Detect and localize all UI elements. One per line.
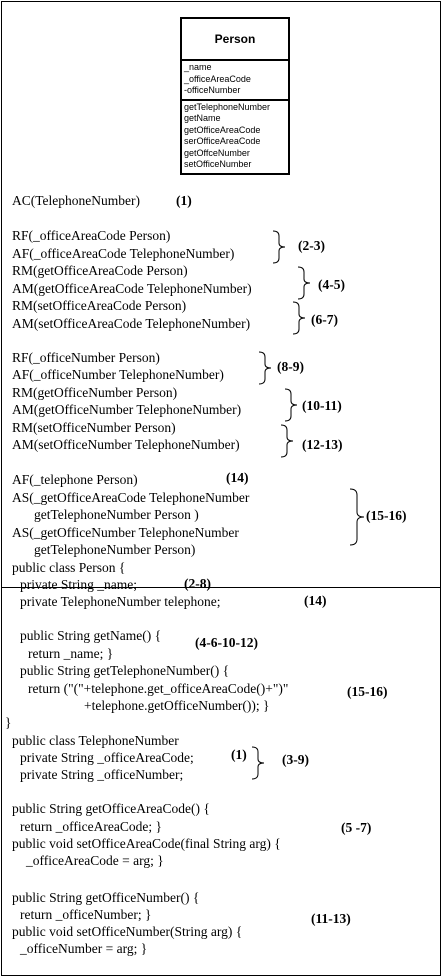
code-tag: (3-9)	[282, 752, 309, 767]
refactoring-line: RM(setOfficeAreaCode Person)	[12, 298, 187, 313]
refactoring-line: RM(getOfficeNumber Person)	[12, 385, 178, 400]
code-line: return ("("+telephone.get_officeAreaCode()+")"	[28, 681, 289, 696]
code-line: public void setOfficeNumber(String arg) {	[12, 924, 243, 939]
uml-method: serOfficeAreaCode	[184, 136, 261, 146]
refactoring-line: AM(getOfficeAreaCode TelephoneNumber)	[12, 281, 252, 296]
refactoring-line: getTelephoneNumber Person)	[34, 542, 196, 557]
uml-method: getOffceNumber	[184, 147, 250, 158]
refactoring-line: RM(getOfficeAreaCode Person)	[12, 263, 188, 278]
uml-method: setOfficeNumber	[184, 159, 252, 169]
brace-icon	[251, 746, 265, 780]
refactoring-line: AF(_officeNumber TelephoneNumber)	[12, 367, 224, 382]
brace-icon	[292, 301, 306, 335]
uml-class-name: Person	[182, 19, 288, 61]
code-line: public class Person {	[12, 560, 126, 575]
code-tag: (15-16)	[347, 684, 388, 699]
refactoring-line: RF(_officeNumber Person)	[12, 350, 160, 365]
refactoring-line: AM(getOfficeNumber TelephoneNumber)	[12, 402, 242, 417]
refactoring-tag: (2-3)	[298, 238, 325, 253]
refactoring-tag: (15-16)	[366, 508, 407, 523]
refactoring-tag: (10-11)	[302, 398, 342, 413]
code-line: _officeNumber = arg; }	[20, 941, 148, 956]
uml-method: getName	[184, 113, 221, 123]
code-line: private TelephoneNumber telephone;	[20, 594, 221, 609]
refactoring-line: AF(_telephone Person)	[12, 472, 138, 487]
refactoring-line: AS(_getOfficeNumber TelephoneNumber	[12, 525, 239, 540]
code-tag: (1)	[231, 747, 247, 762]
refactoring-line: RM(setOfficeNumber Person)	[12, 420, 176, 435]
refactoring-line: RF(_officeAreaCode Person)	[12, 228, 171, 243]
uml-method: getOfficeAreaCode	[184, 124, 261, 135]
code-line: _officeAreaCode = arg; }	[26, 853, 164, 868]
code-line: public String getOfficeNumber() {	[12, 890, 200, 905]
refactoring-line: getTelephoneNumber Person )	[34, 507, 199, 522]
brace-icon	[297, 266, 311, 300]
refactoring-tag: (6-7)	[311, 312, 338, 327]
refactoring-line: AF(_officeAreaCode TelephoneNumber)	[12, 246, 235, 261]
refactoring-tag: (12-13)	[302, 437, 343, 452]
code-line: public class TelephoneNumber	[12, 733, 179, 748]
code-line: public void setOfficeAreaCode(final String arg) {	[12, 836, 281, 851]
code-line: +telephone.getOfficeNumber()); }	[84, 698, 270, 713]
code-line: return _officeNumber; }	[20, 907, 152, 922]
refactoring-tag: (8-9)	[277, 359, 304, 374]
uml-methods	[182, 101, 288, 173]
code-line: private String _officeAreaCode;	[20, 750, 194, 765]
code-line: return _name; }	[28, 646, 114, 661]
uml-attributes	[182, 61, 288, 101]
uml-attribute: _name	[184, 62, 212, 72]
uml-attribute: _officeAreaCode	[184, 73, 251, 84]
uml-class-box	[180, 17, 290, 175]
code-line: private String _officeNumber;	[20, 767, 184, 782]
code-line: return _officeAreaCode; }	[20, 819, 162, 834]
code-tag: (2-8)	[184, 576, 211, 591]
code-line: public String getName() {	[20, 628, 162, 643]
uml-method: getTelephoneNumber	[184, 101, 271, 112]
refactoring-line: AC(TelephoneNumber)	[12, 193, 141, 208]
refactoring-tag: (4-5)	[318, 277, 345, 292]
refactoring-line: AS(_getOfficeAreaCode TelephoneNumber	[12, 490, 250, 505]
code-tag: (11-13)	[311, 911, 351, 926]
code-line: }	[5, 715, 12, 730]
code-line: private String _name;	[20, 577, 137, 592]
code-tag: (14)	[304, 593, 327, 608]
refactoring-line: AM(setOfficeNumber TelephoneNumber)	[12, 437, 240, 452]
uml-attribute: -officeNumber	[184, 85, 241, 95]
refactoring-tag: (14)	[226, 470, 249, 485]
brace-icon	[258, 351, 272, 385]
refactoring-tag: (1)	[176, 193, 192, 208]
brace-icon	[284, 388, 298, 422]
brace-icon	[349, 488, 365, 546]
code-line: public String getOfficeAreaCode() {	[12, 801, 210, 816]
refactoring-line: AM(setOfficeAreaCode TelephoneNumber)	[12, 316, 251, 331]
code-tag: (5 -7)	[341, 820, 372, 835]
brace-icon	[272, 230, 286, 264]
brace-icon	[280, 424, 294, 458]
code-line: public String getTelephoneNumber() {	[20, 663, 230, 678]
code-tag: (4-6-10-12)	[195, 635, 258, 650]
